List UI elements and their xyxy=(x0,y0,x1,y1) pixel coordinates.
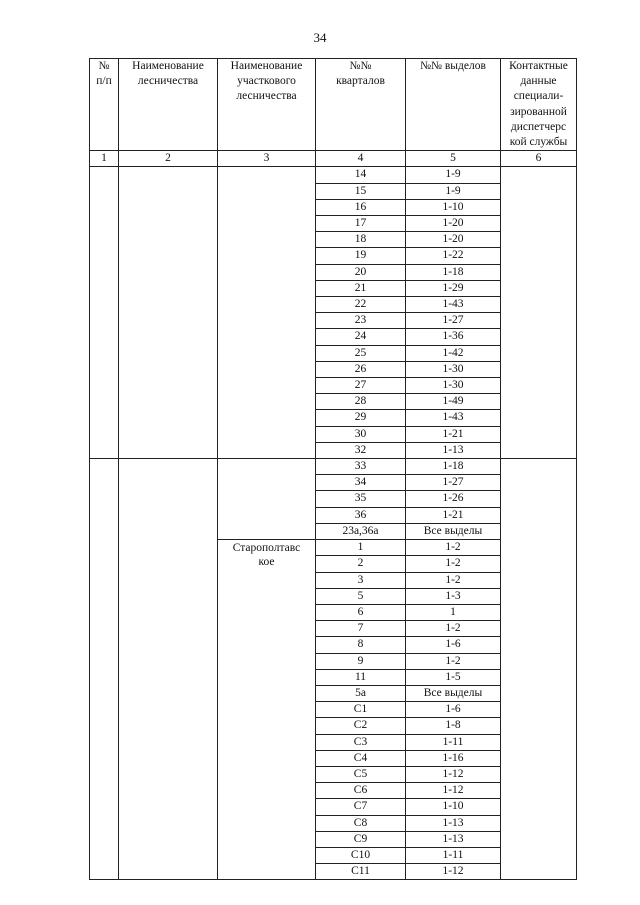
header-cell: Контактные данные специали- зированной диспетчерс кой службы xyxy=(501,59,577,151)
vydel-cell: 1-11 xyxy=(406,847,501,863)
empty-cell xyxy=(119,167,218,459)
column-number: 1 xyxy=(90,151,119,167)
vydel-cell: 1-2 xyxy=(406,540,501,556)
vydel-cell: 1-36 xyxy=(406,329,501,345)
vydel-cell: 1-18 xyxy=(406,264,501,280)
kvartal-cell: С5 xyxy=(316,766,406,782)
vydel-cell: 1-30 xyxy=(406,361,501,377)
vydel-cell: 1-2 xyxy=(406,621,501,637)
page-number: 34 xyxy=(313,30,327,45)
column-number: 3 xyxy=(218,151,316,167)
vydel-cell: 1-12 xyxy=(406,766,501,782)
vydel-cell: 1-3 xyxy=(406,588,501,604)
empty-cell xyxy=(90,459,119,880)
forestry-table xyxy=(89,58,577,880)
table-row xyxy=(90,167,577,183)
vydel-cell: 1-10 xyxy=(406,199,501,215)
kvartal-cell: 19 xyxy=(316,248,406,264)
kvartal-cell: С11 xyxy=(316,864,406,880)
kvartal-cell: С4 xyxy=(316,750,406,766)
header-cell: №№ кварталов xyxy=(316,59,406,151)
column-number: 6 xyxy=(501,151,577,167)
vydel-cell: 1-9 xyxy=(406,183,501,199)
kvartal-cell: С9 xyxy=(316,831,406,847)
vydel-cell: 1-12 xyxy=(406,864,501,880)
vydel-cell: 1-18 xyxy=(406,459,501,475)
vydel-cell: 1-2 xyxy=(406,556,501,572)
empty-cell xyxy=(90,167,119,459)
kvartal-cell: 1 xyxy=(316,540,406,556)
kvartal-cell: 28 xyxy=(316,394,406,410)
column-number: 5 xyxy=(406,151,501,167)
column-number: 4 xyxy=(316,151,406,167)
vydel-cell: 1-12 xyxy=(406,783,501,799)
kvartal-cell: С10 xyxy=(316,847,406,863)
kvartal-cell: 5 xyxy=(316,588,406,604)
kvartal-cell: 20 xyxy=(316,264,406,280)
empty-cell xyxy=(218,167,316,459)
kvartal-cell: 22 xyxy=(316,297,406,313)
vydel-cell: 1-9 xyxy=(406,167,501,183)
empty-cell xyxy=(218,459,316,540)
kvartal-cell: 35 xyxy=(316,491,406,507)
kvartal-cell: 23 xyxy=(316,313,406,329)
kvartal-cell: 27 xyxy=(316,378,406,394)
vydel-cell: 1-21 xyxy=(406,426,501,442)
header-cell: Наименование участкового лесничества xyxy=(218,59,316,151)
column-number-row xyxy=(90,151,577,167)
vydel-cell: 1-20 xyxy=(406,232,501,248)
vydel-cell: 1 xyxy=(406,604,501,620)
vydel-cell: 1-13 xyxy=(406,442,501,458)
vydel-cell: 1-2 xyxy=(406,653,501,669)
kvartal-cell: 14 xyxy=(316,167,406,183)
empty-cell xyxy=(501,459,577,880)
kvartal-cell: С8 xyxy=(316,815,406,831)
kvartal-cell: 21 xyxy=(316,280,406,296)
vydel-cell: 1-5 xyxy=(406,669,501,685)
vydel-cell: 1-11 xyxy=(406,734,501,750)
kvartal-cell: 8 xyxy=(316,637,406,653)
kvartal-cell: 5а xyxy=(316,685,406,701)
kvartal-cell: С6 xyxy=(316,783,406,799)
kvartal-cell: 9 xyxy=(316,653,406,669)
uchastkovoe-name-cell xyxy=(218,540,316,880)
kvartal-cell: 6 xyxy=(316,604,406,620)
vydel-cell: 1-27 xyxy=(406,313,501,329)
vydel-cell: Все выделы xyxy=(406,523,501,539)
kvartal-cell: 26 xyxy=(316,361,406,377)
vydel-cell: 1-21 xyxy=(406,507,501,523)
vydel-cell: 1-13 xyxy=(406,831,501,847)
kvartal-cell: 3 xyxy=(316,572,406,588)
vydel-cell: 1-42 xyxy=(406,345,501,361)
vydel-cell: 1-43 xyxy=(406,410,501,426)
header-row xyxy=(90,59,577,151)
kvartal-cell: 17 xyxy=(316,216,406,232)
vydel-cell: 1-43 xyxy=(406,297,501,313)
kvartal-cell: 23а,36а xyxy=(316,523,406,539)
kvartal-cell: 25 xyxy=(316,345,406,361)
kvartal-cell: С3 xyxy=(316,734,406,750)
vydel-cell: 1-26 xyxy=(406,491,501,507)
vydel-cell: 1-10 xyxy=(406,799,501,815)
kvartal-cell: 34 xyxy=(316,475,406,491)
header-cell: №№ выделов xyxy=(406,59,501,151)
kvartal-cell: 7 xyxy=(316,621,406,637)
vydel-cell: 1-13 xyxy=(406,815,501,831)
vydel-cell: 1-8 xyxy=(406,718,501,734)
kvartal-cell: 2 xyxy=(316,556,406,572)
vydel-cell: 1-16 xyxy=(406,750,501,766)
header-cell: № п/п xyxy=(90,59,119,151)
kvartal-cell: 18 xyxy=(316,232,406,248)
column-number: 2 xyxy=(119,151,218,167)
kvartal-cell: 29 xyxy=(316,410,406,426)
kvartal-cell: 33 xyxy=(316,459,406,475)
vydel-cell: 1-6 xyxy=(406,637,501,653)
vydel-cell: 1-30 xyxy=(406,378,501,394)
kvartal-cell: 30 xyxy=(316,426,406,442)
kvartal-cell: С7 xyxy=(316,799,406,815)
vydel-cell: Все выделы xyxy=(406,685,501,701)
vydel-cell: 1-22 xyxy=(406,248,501,264)
vydel-cell: 1-29 xyxy=(406,280,501,296)
kvartal-cell: С2 xyxy=(316,718,406,734)
uchastkovoe-name: Старополтавс кое xyxy=(232,542,301,569)
table-row xyxy=(90,459,577,475)
vydel-cell: 1-20 xyxy=(406,216,501,232)
empty-cell xyxy=(119,459,218,880)
empty-cell xyxy=(501,167,577,459)
kvartal-cell: 36 xyxy=(316,507,406,523)
vydel-cell: 1-49 xyxy=(406,394,501,410)
vydel-cell: 1-27 xyxy=(406,475,501,491)
kvartal-cell: 24 xyxy=(316,329,406,345)
kvartal-cell: 15 xyxy=(316,183,406,199)
kvartal-cell: 16 xyxy=(316,199,406,215)
vydel-cell: 1-2 xyxy=(406,572,501,588)
kvartal-cell: С1 xyxy=(316,702,406,718)
header-cell: Наименование лесничества xyxy=(119,59,218,151)
kvartal-cell: 32 xyxy=(316,442,406,458)
vydel-cell: 1-6 xyxy=(406,702,501,718)
table-body xyxy=(90,167,577,880)
kvartal-cell: 11 xyxy=(316,669,406,685)
